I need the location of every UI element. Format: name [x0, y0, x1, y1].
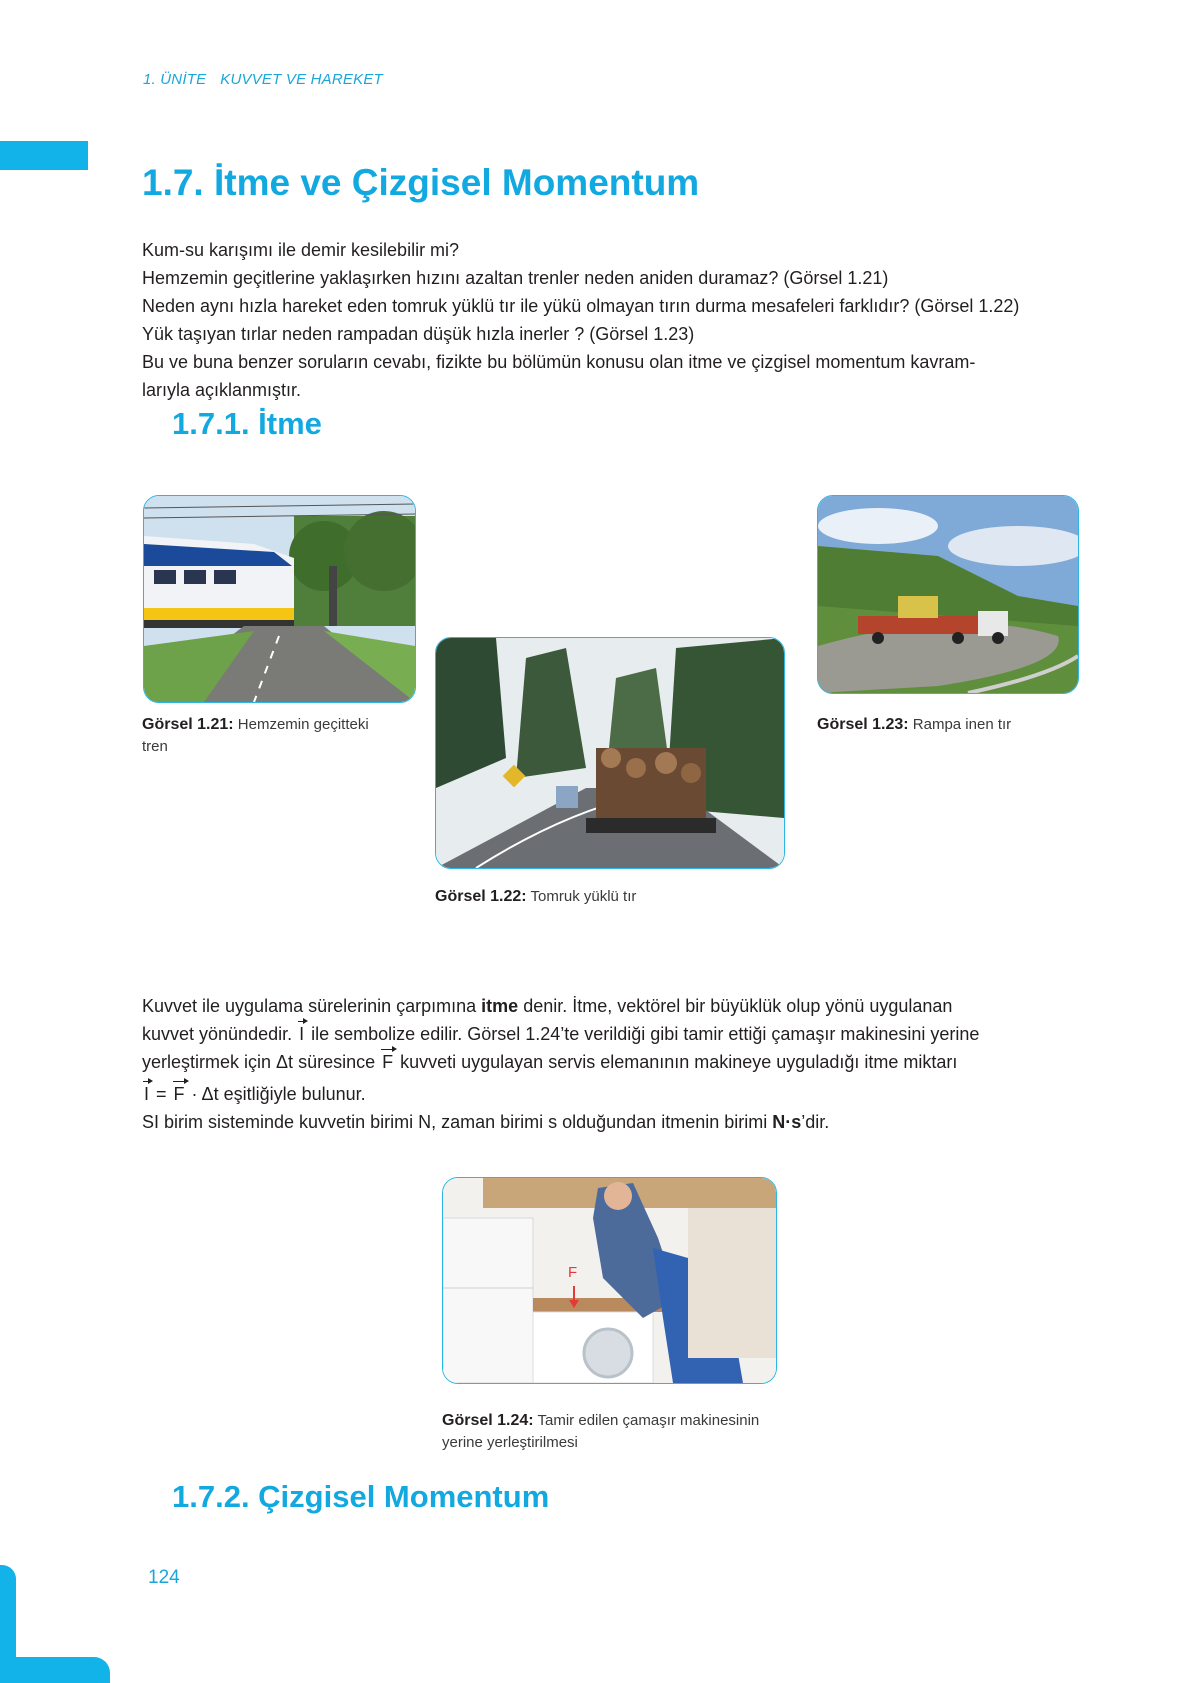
unit-title: KUVVET VE HAREKET: [220, 71, 383, 88]
intro-line: larıyla açıklanmıştır.: [142, 380, 302, 400]
body-line: [142, 992, 1102, 1020]
caption-text: Hemzemin geçitteki: [237, 716, 369, 733]
caption-figure-1-22: [435, 886, 775, 908]
page-title: 1.7. İtme ve Çizgisel Momentum: [142, 162, 700, 203]
page-corner-decoration: [0, 1657, 110, 1683]
unit-ns: N·s: [772, 1112, 802, 1132]
text-run: kuvvet yönündedir.: [142, 1024, 298, 1044]
photo-washing-machine-repair: [442, 1177, 777, 1384]
equation-dot: ·: [186, 1084, 202, 1104]
equation-equals: =: [151, 1084, 172, 1104]
intro-line: Neden aynı hızla hareket eden tomruk yüklü tır ile yükü olmayan tırın durma mesafeleri farklıdır? (Görsel 1.22): [142, 296, 1020, 316]
running-header: [143, 71, 383, 88]
caption-text: Tamir edilen çamaşır makinesinin: [537, 1412, 760, 1429]
caption-text: yerine yerleştirilmesi: [442, 1434, 578, 1451]
text-run: süresince: [293, 1052, 381, 1072]
intro-line: Hemzemin geçitlerine yaklaşırken hızını azaltan trenler neden aniden duramaz? (Görsel 1.21): [142, 268, 889, 288]
caption-text: tren: [142, 738, 168, 755]
caption-label: Görsel 1.21:: [142, 716, 234, 733]
caption-label: Görsel 1.23:: [817, 716, 909, 733]
caption-figure-1-23: [817, 714, 1077, 736]
delta-t: Δt: [276, 1052, 294, 1072]
caption-figure-1-24: [442, 1410, 802, 1454]
body-line: [142, 1048, 1102, 1076]
text-run: SI birim sisteminde kuvvetin birimi N, zaman birimi s olduğundan itmenin birimi: [142, 1112, 773, 1132]
photo-log-truck: [435, 637, 785, 869]
delta-t: Δt: [201, 1084, 219, 1104]
caption-label: Görsel 1.22:: [435, 888, 527, 905]
vector-symbol-f: F: [380, 1048, 395, 1076]
text-run: yerleştirmek için: [142, 1052, 277, 1072]
unit-number: 1. ÜNİTE: [143, 71, 207, 88]
caption-figure-1-21: [142, 714, 402, 758]
text-run: Kuvvet ile uygulama sürelerinin çarpımına: [142, 996, 482, 1016]
equation-line: [142, 1080, 1102, 1108]
text-run: denir. İtme, vektörel bir büyüklük olup yönü uygulanan: [518, 996, 953, 1016]
photo-train-crossing: [143, 495, 416, 703]
intro-line: Bu ve buna benzer soruların cevabı, fizikte bu bölümün konusu olan itme ve çizgisel momentum kavram-: [142, 352, 976, 372]
text-run: kuvveti uygulayan servis elemanının makineye uyguladığı itme miktarı: [395, 1052, 958, 1072]
intro-paragraph: [142, 236, 1102, 404]
photo-truck-ramp: [817, 495, 1079, 694]
body-line: [142, 1020, 1102, 1048]
term-itme: itme: [481, 996, 519, 1016]
intro-line: Yük taşıyan tırlar neden rampadan düşük hızla inerler ? (Görsel 1.23): [142, 324, 695, 344]
caption-label: Görsel 1.24:: [442, 1412, 534, 1429]
vector-symbol-i: I: [142, 1080, 151, 1108]
text-run: ile sembolize edilir. Görsel 1.24’te verildiği gibi tamir ettiği çamaşır makinesini yerine: [311, 1024, 980, 1044]
caption-text: Rampa inen tır: [912, 716, 1012, 733]
vector-symbol-f: F: [172, 1080, 187, 1108]
caption-text: Tomruk yüklü tır: [530, 888, 637, 905]
body-line: [142, 1108, 1102, 1136]
text-run: eşitliğiyle bulunur.: [218, 1084, 366, 1104]
itme-definition-paragraph: [142, 992, 1102, 1136]
force-arrow-label: F: [568, 1264, 578, 1281]
text-run: ’dir.: [801, 1112, 830, 1132]
section-heading-itme: 1.7.1. İtme: [172, 406, 322, 441]
section-heading-momentum: 1.7.2. Çizgisel Momentum: [172, 1479, 550, 1514]
chapter-tab-marker: [0, 141, 88, 170]
vector-symbol-i: I: [297, 1020, 306, 1048]
intro-line: Kum-su karışımı ile demir kesilebilir mi?: [142, 240, 460, 260]
page-number: 124: [148, 1567, 180, 1588]
